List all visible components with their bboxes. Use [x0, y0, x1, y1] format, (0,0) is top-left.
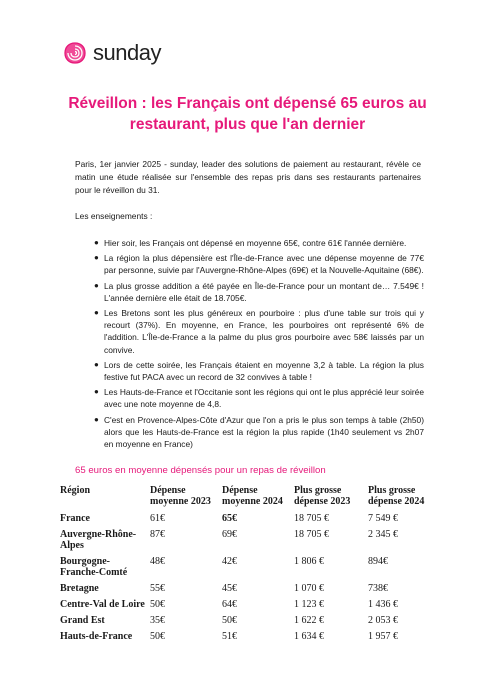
table-cell: 87€: [150, 529, 165, 540]
table-cell: 894€: [368, 556, 388, 567]
bullet-icon: ●: [94, 253, 99, 263]
table-row: [60, 613, 448, 629]
column-header: Région: [60, 485, 90, 496]
table-cell: 45€: [222, 583, 237, 594]
table-cell: Grand Est: [60, 615, 105, 626]
list-item: ● Les Hauts-de-France et l'Occitanie sont les régions qui ont le plus apprécié leur soirée avec une note moyenne de 4,8.: [94, 387, 424, 410]
table-cell: France: [60, 513, 90, 524]
table-cell: 1 634 €: [294, 631, 324, 642]
table-cell: 738€: [368, 583, 388, 594]
spending-table: [60, 485, 448, 645]
table-cell: 2 345 €: [368, 529, 398, 540]
column-header: Plus grosse dépense 2024: [368, 485, 425, 507]
table-cell: Bretagne: [60, 583, 99, 594]
table-cell: 1 436 €: [368, 599, 398, 610]
table-row: [60, 581, 448, 597]
table-row: [60, 511, 448, 527]
table-cell: 51€: [222, 631, 237, 642]
table-cell: 61€: [150, 513, 165, 524]
findings-list: [90, 237, 424, 453]
rose-logo-icon: [62, 40, 88, 66]
list-item: ● Hier soir, les Français ont dépensé en moyenne 65€, contre 61€ l'année dernière.: [94, 238, 407, 248]
list-item: ● Lors de cette soirée, les Français étaient en moyenne 3,2 à table. La région la plus festive fut PACA avec un record de 32 convives à table !: [94, 359, 424, 383]
table-cell: 35€: [150, 615, 165, 626]
table-cell: 55€: [150, 583, 165, 594]
table-cell: 50€: [222, 615, 237, 626]
table-cell: 7 549 €: [368, 513, 398, 524]
table-cell: 18 705 €: [294, 513, 329, 524]
table-cell: 64€: [222, 599, 237, 610]
sunday-logo: [62, 40, 161, 66]
table-row: [60, 597, 448, 613]
list-item: ● La région la plus dépensière est l'Île-de-France avec une dépense moyenne de 77€ par personne, suivie par l'Auvergne-Rhône-Alpes (69€) et la Nouvelle-Aquitaine (68€).: [94, 253, 424, 276]
column-header: Plus grosse dépense 2023: [294, 485, 351, 507]
table-cell: 48€: [150, 556, 165, 567]
table-cell: 65€: [222, 513, 237, 524]
table-cell: 1 123 €: [294, 599, 324, 610]
table-cell: 69€: [222, 529, 237, 540]
table-cell: 1 622 €: [294, 615, 324, 626]
table-title: 65 euros en moyenne dépensés pour un repas de réveillon: [75, 465, 326, 476]
bullet-icon: ●: [94, 280, 99, 290]
column-header: Dépense moyenne 2024: [222, 485, 283, 507]
table-cell: 1 957 €: [368, 631, 398, 642]
table-cell: 42€: [222, 556, 237, 567]
table-header-row: [60, 485, 448, 511]
table-cell: 2 053 €: [368, 615, 398, 626]
table-cell: 50€: [150, 599, 165, 610]
table-cell: 18 705 €: [294, 529, 329, 540]
column-header: Dépense moyenne 2023: [150, 485, 211, 507]
bullet-icon: ●: [94, 308, 99, 318]
bullet-icon: ●: [94, 359, 99, 369]
table-cell: Bourgogne-Franche-Comté: [60, 556, 128, 578]
table-cell: Centre-Val de Loire: [60, 599, 145, 610]
bullet-icon: ●: [94, 387, 99, 397]
brand-name: sunday: [93, 40, 161, 65]
list-item: ● C'est en Provence-Alpes-Côte d'Azur que l'on a pris le plus son temps à table (2h50) alors que les Hauts-de-France est la région la plus rapide (1h40 seulement vs 2h07 en moyenne en France): [94, 414, 424, 450]
table-cell: Auvergne-Rhône-Alpes: [60, 529, 137, 551]
bullet-icon: ●: [94, 414, 99, 424]
table-row: [60, 554, 448, 581]
intro-paragraph: Paris, 1er janvier 2025 - sunday, leader des solutions de paiement au restaurant, révèle ce matin une étude réalisée sur l'ensemble des repas pris dans ses restaurants partenaires pour le réveillon du 31.: [75, 159, 421, 195]
table-row: [60, 629, 448, 645]
page-title: Réveillon : les Français ont dépensé 65 euros au restaurant, plus que l'an dernier: [68, 95, 427, 133]
bullet-icon: ●: [94, 238, 99, 247]
list-item: ● La plus grosse addition a été payée en Île-de-France pour un montant de… 7.549€ ! L'année dernière elle était de 18.705€.: [94, 280, 424, 303]
table-cell: Hauts-de-France: [60, 631, 133, 642]
table-row: [60, 527, 448, 554]
table-cell: 1 806 €: [294, 556, 324, 567]
list-item: ● Les Bretons sont les plus généreux en pourboire : plus d'une table sur trois qui y recourt (37%). En moyenne, en France, les pourboires ont représenté 6% de l'addition. L'Île-de-France a la palme du plus gros pourboire avec 58€ laissés par un convive.: [94, 308, 424, 355]
table-cell: 1 070 €: [294, 583, 324, 594]
table-cell: 50€: [150, 631, 165, 642]
lessons-label: Les enseignements :: [75, 211, 153, 221]
